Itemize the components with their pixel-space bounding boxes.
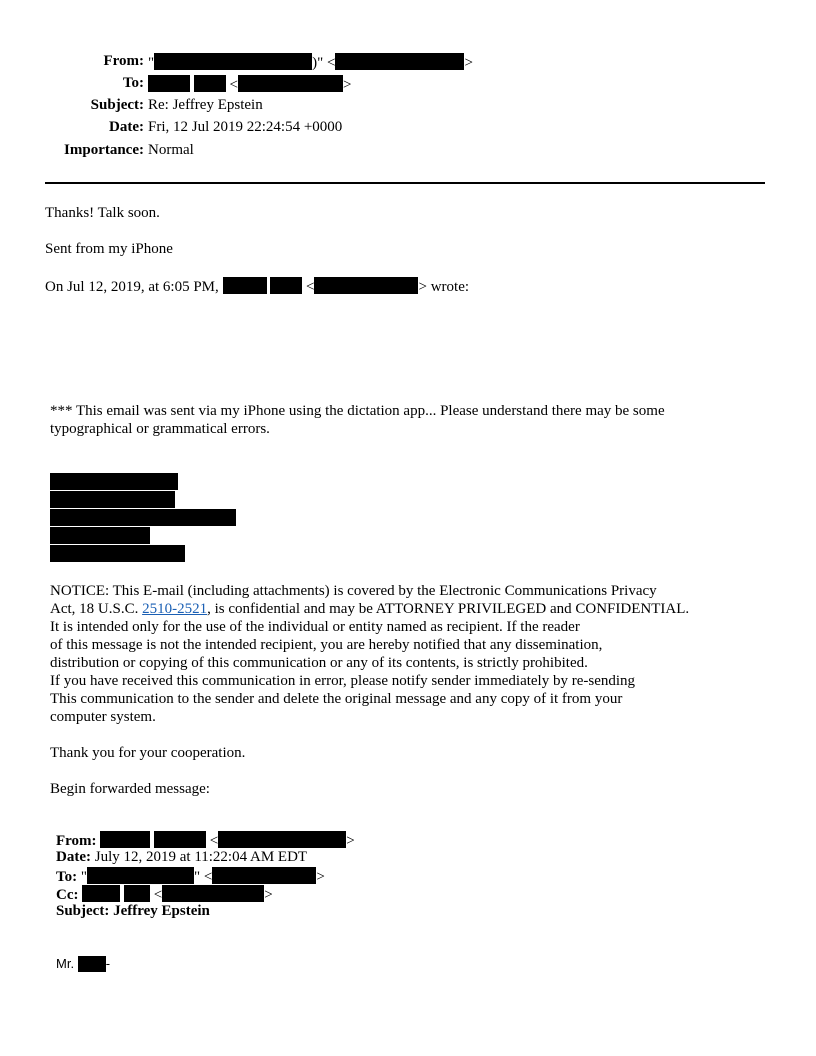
redacted-signature-line [50, 545, 185, 562]
notice-line-1: NOTICE: This E-mail (including attachments) is covered by the Electronic Communications Privacy [50, 583, 657, 599]
notice-line-8: computer system. [50, 709, 156, 725]
notice-line-5: distribution or copying of this communication or any of its contents, is strictly prohibited. [50, 655, 588, 671]
thanks-cooperation: Thank you for your cooperation. [50, 745, 246, 761]
redacted-signature-line [50, 491, 175, 508]
fwd-date-row [56, 849, 307, 866]
notice-line-7: This communication to the sender and delete the original message and any copy of it from your [50, 691, 623, 707]
redaction-block [335, 53, 464, 70]
redaction-block [148, 75, 190, 92]
header-from-row [0, 53, 760, 73]
redaction-block [162, 885, 264, 902]
header-to-row [0, 75, 760, 95]
redacted-signature-line [50, 527, 150, 544]
subject-label: Subject: [90, 97, 144, 113]
salutation [56, 956, 110, 972]
fwd-from-row: From: < > [56, 833, 355, 849]
fwd-date-label: Date: [56, 849, 91, 865]
quote-suffix: wrote: [430, 279, 470, 295]
to-value: < > [148, 75, 351, 94]
from-value: " )" < > [148, 55, 473, 71]
redaction-block [154, 53, 312, 70]
notice-line-6: If you have received this communication in error, please notify sender immediately by re-sending [50, 673, 636, 689]
redaction-block [270, 277, 302, 294]
begin-forwarded: Begin forwarded message: [50, 781, 210, 797]
redaction-block [238, 75, 343, 92]
importance-label: Importance: [64, 142, 144, 158]
fwd-subject-row [56, 903, 210, 920]
date-label: Date: [109, 119, 144, 135]
fwd-cc-row: Cc: < > [56, 887, 273, 903]
redaction-block [218, 831, 346, 848]
notice-line-3: It is intended only for the use of the individual or entity named as recipient. If the reader [50, 619, 580, 635]
dictation-line-1: *** This email was sent via my iPhone using the dictation app... Please understand there may be some [50, 403, 665, 419]
subject-value: Re: Jeffrey Epstein [148, 97, 263, 113]
fwd-cc-label: Cc: [56, 887, 79, 903]
reply-line-sent-from: Sent from my iPhone [45, 241, 173, 257]
notice-line-4: of this message is not the intended recipient, you are hereby notified that any dissemination, [50, 637, 603, 653]
redacted-signature-line [50, 473, 178, 490]
notice-line-2-post: , is confidential and may be ATTORNEY PRIVILEGED and CONFIDENTIAL. [207, 601, 690, 617]
redaction-block [78, 956, 106, 972]
fwd-date-value: July 12, 2019 at 11:22:04 AM EDT [94, 849, 308, 865]
redaction-block [100, 831, 150, 848]
redaction-block [314, 277, 418, 294]
header-date-row [0, 119, 760, 139]
redaction-block [87, 867, 194, 884]
fwd-to-label: To: [56, 869, 78, 885]
fwd-to-row: To: " " < > [56, 869, 325, 885]
fwd-from-label: From: [56, 833, 97, 849]
redaction-block [82, 885, 120, 902]
redaction-block [124, 885, 150, 902]
quote-prefix: On Jul 12, 2019, at 6:05 PM, [45, 279, 219, 295]
redaction-block [194, 75, 226, 92]
quote-attribution: On Jul 12, 2019, at 6:05 PM, < > wrote: [45, 279, 470, 295]
usc-statute-link[interactable]: 2510-2521 [142, 601, 208, 617]
redaction-block [223, 277, 267, 294]
redaction-block [212, 867, 316, 884]
to-label: To: [122, 75, 144, 91]
redacted-signature-line [50, 509, 236, 526]
fwd-subject-value: Jeffrey Epstein [113, 903, 210, 919]
from-label: From: [103, 53, 144, 69]
date-value: Fri, 12 Jul 2019 22:24:54 +0000 [148, 119, 343, 135]
fwd-subject-label: Subject: [56, 903, 110, 919]
salutation-prefix: Mr. [56, 956, 75, 971]
reply-line-thanks: Thanks! Talk soon. [45, 205, 160, 221]
salutation-suffix: - [105, 956, 111, 971]
header-importance-row [0, 142, 760, 162]
importance-value: Normal [148, 142, 194, 158]
redaction-block [154, 831, 206, 848]
notice-line-2 [50, 600, 689, 618]
header-subject-row [0, 97, 760, 117]
notice-line-2-pre: Act, 18 U.S.C. [50, 601, 139, 617]
header-divider [45, 182, 765, 184]
dictation-line-2: typographical or grammatical errors. [50, 421, 270, 437]
